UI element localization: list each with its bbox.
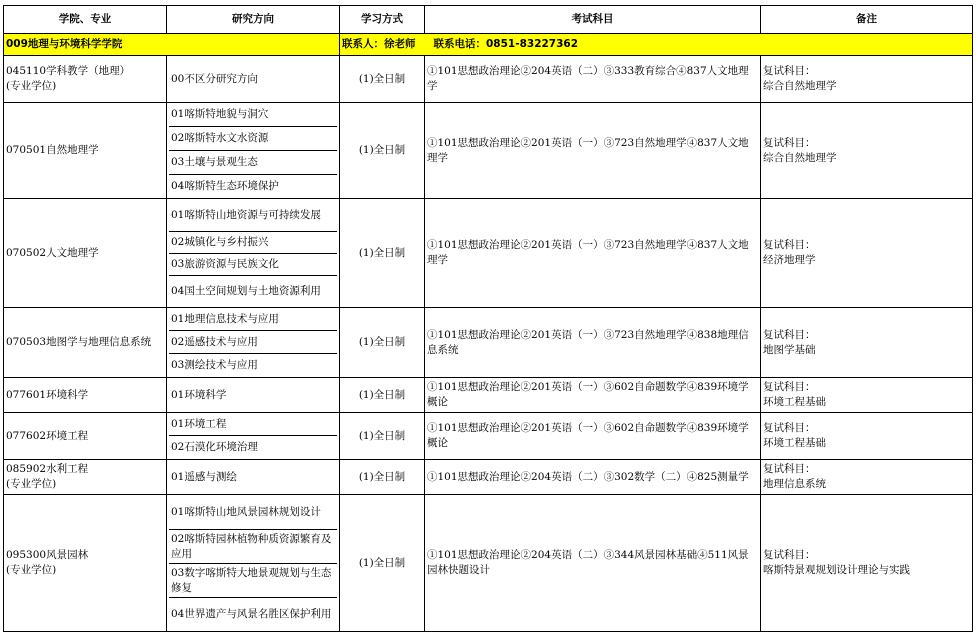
major-name: 085902水利工程 (6, 463, 89, 475)
note-cell (761, 413, 973, 460)
direction-item: 02遥感技术与应用 (169, 331, 337, 354)
mode-cell: (1)全日制 (340, 103, 425, 199)
note-value: 地理信息系统 (763, 478, 826, 490)
note-value: 经济地理学 (763, 254, 816, 266)
header-subjects: 考试科目 (425, 6, 761, 34)
direction-item: 01喀斯特山地资源与可持续发展 (169, 199, 337, 232)
contact-person: 联系人：徐老师 (342, 38, 416, 50)
direction-cell (167, 413, 340, 460)
mode-cell: (1)全日制 (340, 413, 425, 460)
note-value: 地图学基础 (763, 343, 816, 356)
direction-item: 03测绘技术与应用 (171, 359, 258, 371)
major-cell (4, 103, 167, 199)
note-label: 复试科目： (763, 239, 816, 251)
note-label: 复试科目： (763, 65, 816, 77)
subjects-cell: ①101思想政治理论②201英语（一）③723自然地理学④837人文地理学 (425, 103, 761, 199)
note-cell (761, 308, 973, 378)
subjects-cell: ①101思想政治理论②204英语（二）③302数学（二）④825测量学 (425, 460, 761, 495)
major-degree-type: (专业学位) (6, 80, 57, 92)
direction-item: 01环境工程 (169, 413, 337, 436)
college-contact (340, 34, 973, 56)
major-name: 077601环境科学 (6, 388, 89, 401)
direction-cell (167, 378, 340, 413)
college-row (4, 34, 973, 56)
subjects-cell: ①101思想政治理论②201英语（一）③723自然地理学④837人文地理学 (425, 199, 761, 308)
note-value: 综合自然地理学 (763, 151, 837, 164)
subjects-cell: ①101思想政治理论②201英语（一）③723自然地理学④838地理信息系统 (425, 308, 761, 378)
direction-cell (167, 56, 340, 103)
table-row (4, 199, 973, 308)
direction-item: 02城镇化与乡村振兴 (169, 232, 337, 254)
major-degree-type: (专业学位) (6, 564, 57, 576)
mode-cell: (1)全日制 (340, 308, 425, 378)
table-row (4, 56, 973, 103)
note-cell (761, 199, 973, 308)
direction-item: 03数字喀斯特大地景观规划与生态修复 (169, 564, 337, 598)
direction-item: 02喀斯特园林植物种质资源繁育及应用 (169, 530, 337, 564)
mode-cell: (1)全日制 (340, 495, 425, 632)
header-row (4, 6, 973, 34)
direction-item: 02石漠化环境治理 (171, 441, 258, 453)
table-row (4, 308, 973, 378)
direction-item: 04世界遗产与风景名胜区保护利用 (171, 608, 332, 620)
note-label: 复试科目： (763, 422, 816, 434)
college-name: 009地理与环境科学学院 (4, 34, 340, 56)
major-name: 077602环境工程 (6, 429, 89, 442)
table-row (4, 378, 973, 413)
major-name: 095300风景园林 (6, 549, 89, 561)
note-cell (761, 56, 973, 103)
direction-item: 01地理信息技术与应用 (169, 308, 337, 331)
header-mode: 学习方式 (340, 6, 425, 34)
direction-item: 03旅游资源与民族文化 (169, 254, 337, 276)
major-cell (4, 495, 167, 632)
major-cell (4, 413, 167, 460)
major-name: 070502人文地理学 (6, 246, 99, 259)
contact-phone: 联系电话：0851-83227362 (433, 38, 579, 50)
table-row (4, 413, 973, 460)
subjects-cell: ①101思想政治理论②201英语（一）③602自命题数学④839环境学概论 (425, 413, 761, 460)
major-cell (4, 56, 167, 103)
note-cell (761, 495, 973, 632)
header-notes: 备注 (761, 6, 973, 34)
direction-item: 04喀斯特生态环境保护 (171, 180, 279, 192)
direction-item: 01遥感与测绘 (171, 470, 237, 483)
note-value: 综合自然地理学 (763, 80, 837, 92)
table-row (4, 495, 973, 632)
mode-cell: (1)全日制 (340, 199, 425, 308)
major-name: 070501自然地理学 (6, 144, 99, 156)
direction-item: 01喀斯特山地风景园林规划设计 (169, 495, 337, 530)
subjects-cell: ①101思想政治理论②204英语（二）③344风景园林基础④511风景园林快题设计 (425, 495, 761, 632)
note-label: 复试科目： (763, 463, 816, 475)
direction-cell (167, 460, 340, 495)
major-cell (4, 308, 167, 378)
major-cell (4, 460, 167, 495)
header-direction: 研究方向 (167, 6, 340, 34)
direction-item: 02喀斯特水文水资源 (169, 127, 337, 151)
note-label: 复试科目： (763, 549, 816, 561)
subjects-cell: ①101思想政治理论②204英语（二）③333教育综合④837人文地理学 (425, 56, 761, 103)
direction-item: 00不区分研究方向 (171, 72, 258, 85)
major-cell (4, 378, 167, 413)
note-value: 喀斯特景观规划设计理论与实践 (763, 564, 910, 576)
mode-cell: (1)全日制 (340, 460, 425, 495)
note-value: 环境工程基础 (763, 396, 826, 408)
note-cell (761, 103, 973, 199)
mode-cell: (1)全日制 (340, 378, 425, 413)
direction-item: 03土壤与景观生态 (169, 151, 337, 175)
note-cell (761, 460, 973, 495)
header-college-major: 学院、专业 (4, 6, 167, 34)
major-cell (4, 199, 167, 308)
note-cell (761, 378, 973, 413)
note-label: 复试科目： (763, 381, 816, 393)
catalog-table (3, 5, 973, 632)
direction-item: 01环境科学 (171, 388, 227, 401)
direction-cell (167, 495, 340, 632)
direction-item: 04国土空间规划与土地资源利用 (171, 285, 321, 297)
note-label: 复试科目： (763, 136, 816, 149)
major-name: 045110学科教学（地理） (6, 65, 131, 77)
direction-item: 01喀斯特地貌与洞穴 (169, 103, 337, 127)
table-row (4, 460, 973, 495)
subjects-cell: ①101思想政治理论②201英语（一）③602自命题数学④839环境学概论 (425, 378, 761, 413)
mode-cell: (1)全日制 (340, 56, 425, 103)
direction-cell (167, 308, 340, 378)
table-row (4, 103, 973, 199)
note-value: 环境工程基础 (763, 437, 826, 449)
major-name: 070503地图学与地理信息系统 (6, 336, 152, 348)
direction-cell (167, 103, 340, 199)
direction-cell (167, 199, 340, 308)
note-label: 复试科目： (763, 328, 816, 341)
major-degree-type: (专业学位) (6, 478, 57, 490)
